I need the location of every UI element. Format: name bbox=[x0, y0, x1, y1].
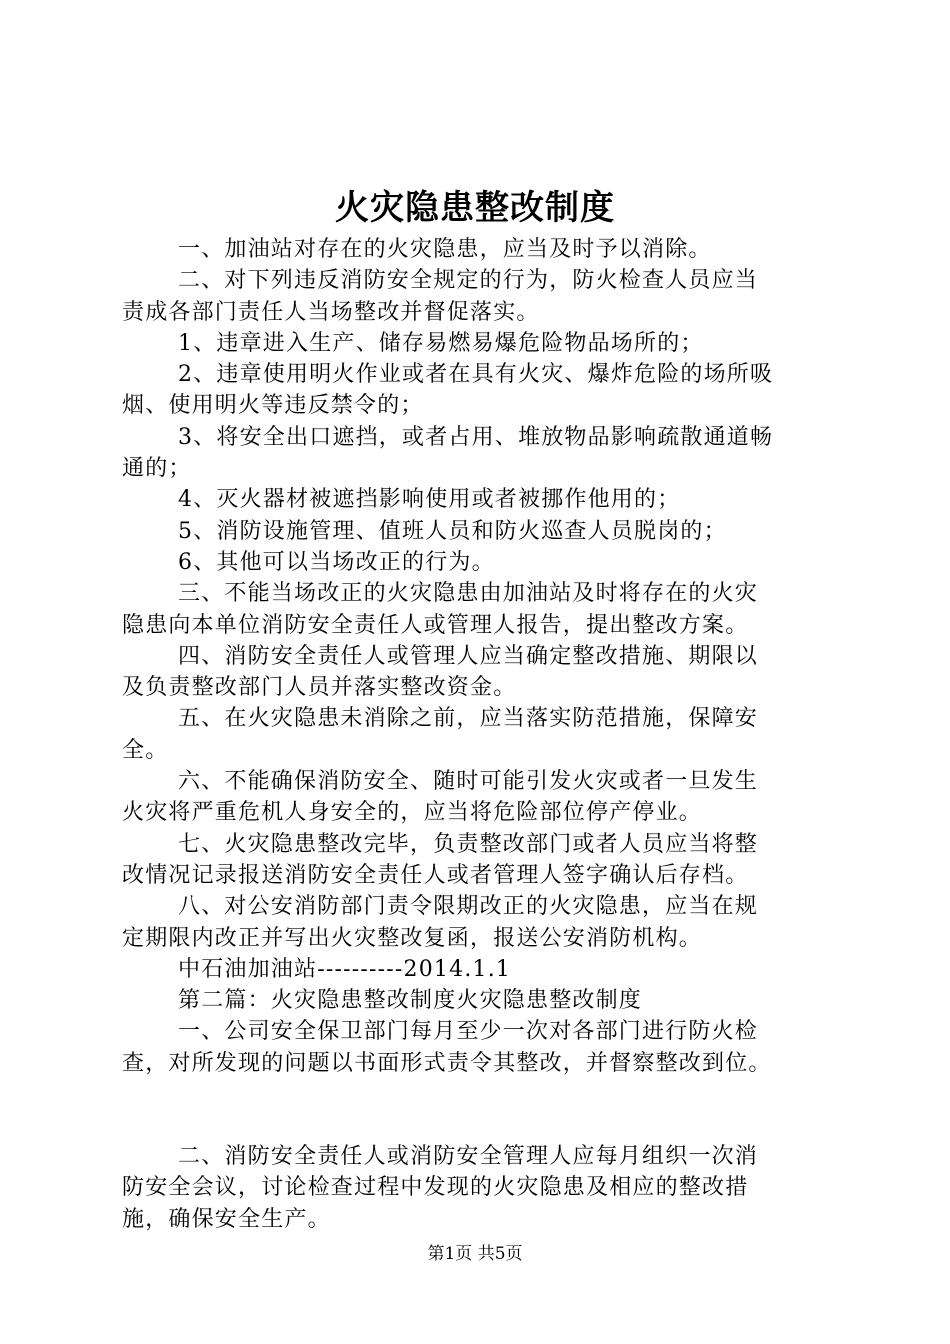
list-item: 4、灭火器材被遮挡影响使用或者被挪作他用的； bbox=[178, 487, 681, 513]
paragraph-line: 改情况记录报送消防安全责任人或者管理人签字确认后存档。 bbox=[122, 862, 749, 888]
paragraph-line: 责成各部门责任人当场整改并督促落实。 bbox=[122, 299, 540, 325]
paragraph-line: 六、不能确保消防安全、随时可能引发火灾或者一旦发生 bbox=[178, 769, 759, 795]
page-number: 第1页 共5页 bbox=[427, 1244, 523, 1264]
paragraph-line: 七、火灾隐患整改完毕，负责整改部门或者人员应当将整 bbox=[178, 831, 759, 857]
list-item: 6、其他可以当场改正的行为。 bbox=[178, 549, 495, 575]
paragraph-spacer bbox=[122, 1079, 842, 1141]
paragraph-line: 隐患向本单位消防安全责任人或管理人报告，提出整改方案。 bbox=[122, 612, 749, 638]
paragraph-line: 五、在火灾隐患未消除之前，应当落实防范措施，保障安 bbox=[178, 706, 759, 732]
paragraph-line: 施，确保安全生产。 bbox=[122, 1206, 331, 1232]
document-title: 火灾隐患整改制度 bbox=[335, 188, 615, 228]
paragraph-line: 查，对所发现的问题以书面形式责令其整改，并督察整改到位。 bbox=[122, 1050, 772, 1076]
paragraph-line: 防安全会议，讨论检查过程中发现的火灾隐患及相应的整改措 bbox=[122, 1175, 749, 1201]
document-body bbox=[122, 234, 842, 1235]
paragraph-line: 全。 bbox=[122, 737, 169, 763]
list-item: 1、违章进入生产、储存易燃易爆危险物品场所的； bbox=[178, 330, 704, 356]
paragraph-line: 八、对公安消防部门责令限期改正的火灾隐患，应当在规 bbox=[178, 894, 759, 920]
paragraph-line: 火灾将严重危机人身安全的，应当将危险部位停产停业。 bbox=[122, 800, 703, 826]
paragraph-line: 定期限内改正并写出火灾整改复函，报送公安消防机构。 bbox=[122, 925, 703, 951]
list-item: 2、违章使用明火作业或者在具有火灾、爆炸危险的场所吸 bbox=[178, 362, 774, 388]
paragraph-line: 一、加油站对存在的火灾隐患，应当及时予以消除。 bbox=[178, 237, 712, 262]
list-item: 5、消防设施管理、值班人员和防火巡查人员脱岗的； bbox=[178, 518, 727, 544]
list-item-continuation: 烟、使用明火等违反禁令的； bbox=[122, 393, 424, 419]
paragraph-line: 及负责整改部门人员并落实整改资金。 bbox=[122, 675, 517, 701]
section-heading: 第二篇：火灾隐患整改制度火灾隐患整改制度 bbox=[178, 988, 643, 1014]
paragraph-line: 四、消防安全责任人或管理人应当确定整改措施、期限以 bbox=[178, 643, 759, 669]
signature-line: 中石油加油站----------2014.1.1 bbox=[178, 956, 512, 982]
list-item: 3、将安全出口遮挡，或者占用、堆放物品影响疏散通道畅 bbox=[178, 424, 774, 450]
paragraph-line: 一、公司安全保卫部门每月至少一次对各部门进行防火检 bbox=[178, 1019, 759, 1045]
paragraph-line: 二、消防安全责任人或消防安全管理人应每月组织一次消 bbox=[178, 1144, 759, 1170]
list-item-continuation: 通的； bbox=[122, 456, 192, 482]
paragraph-line: 三、不能当场改正的火灾隐患由加油站及时将存在的火灾 bbox=[178, 581, 759, 607]
paragraph-line: 二、对下列违反消防安全规定的行为，防火检查人员应当 bbox=[178, 268, 759, 294]
